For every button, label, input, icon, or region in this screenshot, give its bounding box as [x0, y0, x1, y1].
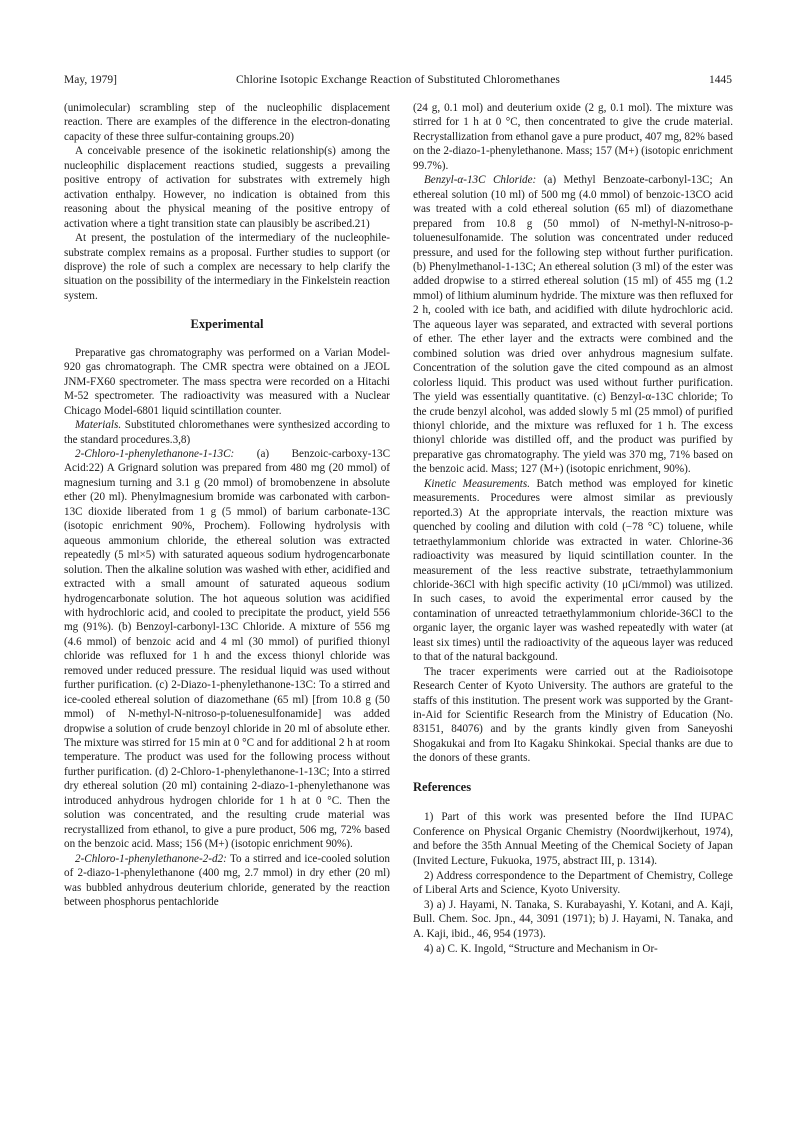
right-column — [413, 101, 733, 956]
prep-chloroketone-d2-paragraph — [64, 852, 390, 910]
header-date: May, 1979] — [64, 74, 117, 86]
benzyl-chloride-paragraph — [413, 173, 733, 477]
acknowledgment-paragraph: The tracer experiments were carried out at the Radioisotope Research Center of Kyoto University. The authors are grateful to the staffs of this institution. The present work was supported by the Grant-in-Aid for Scientific Research from the Ministry of Education (No. 83151, 84076) and by the grants kindly given from Saneyoshi Shogakukai and from Ito Kagaku Shinkokai. Special thanks are due to the donors of these grants. — [413, 665, 733, 765]
benzyl-chloride-label: Benzyl-α-13C Chloride: — [424, 174, 537, 187]
running-header — [64, 72, 732, 88]
prep-chloroketone-d2-text: To a stirred and ice-cooled solution of 2-diazo-1-phenylethanone (400 mg, 2.7 mmol) in dry ether (20 ml) was bubbled anhydrous deuterium chloride, generated by the reaction between phosphorus pentachloride — [64, 852, 390, 909]
left-column — [64, 101, 390, 909]
kinetic-text: Batch method was employed for kinetic measurements. Procedures were almost similar as previously reported.3) At the appropriate intervals, the reaction mixture was quenched by cooling and dilution with cold (−78 °C) toluene, while tetraethylammonium chloride was extracted in water. Chlorine-36 radioactivity was measured by liquid scintillation counter. In the measurement of the less reactive substrate, tetraethylammonium chloride-36Cl with high specific activity (10 μCi/mmol) was utilized. In such cases, to avoid the experimental error caused by the contamination of unreacted tetraethylammonium chloride-36Cl to the organic layer, the organic layer was washed repeatedly with water (at least six times) until the radioactivity of the aqueous layer was reduced to that of the natural backgound. — [413, 477, 733, 664]
experimental-heading: Experimental — [190, 317, 264, 332]
benzyl-chloride-text: (a) Methyl Benzoate-carbonyl-13C; An ethereal solution (10 ml) of 500 mg (4.0 mmol) of benzoic-13CO acid was treated with a cold ethereal solution (65 ml) of diazomethane prepared from 10.8 g (50 mmol) of N-methyl-N-nitroso-p-toluenesulfonamide. The solution was concentrated under reduced pressure, and used for the following step without further purification. (b) Phenylmethanol-1-13C; An ethereal solution (3 ml) of the ester was added dropwise to a stirred ethereal solution (15 ml) of 455 mg (1.2 mmol) of lithium aluminum hydride. The mixture was then refluxed for 2 h, cooled with ice bath, and acidified with dilute hydrochloric acid. The aqueous layer was separated, and extracted with several portions of ether. The ether layer and the extracts were combined and the combined solution was dried over anhydrous magnesium sulfate. Concentration of the solution gave the cited compound as an almost colorless liquid. This product was used without further purification. The yield was essentially quantitative. (c) Benzyl-α-13C chloride; To the crude benzyl alcohol, was added slowly 5 ml (25 mmol) of purified thionyl chloride, and the mixture was refluxed for 1 h. The excess thionyl chloride was distilled off, and the product was purified by preparative gas chromatography. The yield was 370 mg, 71% based on the benzoic acid. Mass; 127 (M+) (isotopic enrichment, 90%). — [413, 174, 733, 476]
instruments-paragraph: Preparative gas chromatography was performed on a Varian Model-920 gas chromatograph. The CMR spectra were obtained on a JEOL JNM-FX60 spectrometer. The mass spectra were recorded on a Hitachi M-52 spectrometer. The radioactivity was measured with a Nuclear Chicago Model-6801 liquid scintillation counter. — [64, 346, 390, 417]
prep-chloroketone-13c-text: (a) Benzoic-carboxy-13C Acid:22) A Grignard solution was prepared from 480 mg (20 mmol) of magnesium turning and 3.1 g (20 mmol) of bromobenzene in absolute ether (20 ml). Phenylmagnesium bromide was carbonated with carbon-13C dioxide liberated from 1 g (5 mmol) of barium carbonate-13C (isotopic enrichment 90%, Prochem). Following hydrolysis with aqueous ammonium chloride, the ethereal solution was extracted repeatedly (5 ml×5) with saturated aqueous sodium hydrogencarbonate solution. Then the alkaline solution was washed with ether, acidified and extracted with a small amount of saturated aqueous sodium hydrogencarbonate solution. The hot aqueous solution was acidified with hydrochloric acid, and cooled to precipitate the product, yield 556 mg (91%). (b) Benzoyl-carbonyl-13C Chloride. A mixture of 556 mg (4.6 mmol) of benzoic acid and 4 ml (30 mmol) of purified thionyl chloride was refluxed for 1 h and the excess thionyl chloride was removed under reduced pressure. The residual liquid was used without further purification. (c) 2-Diazo-1-phenylethanone-13C: To a stirred and ice-cooled ethereal solution of diazomethane (65 ml) [from 10.8 g (50 mmol) of N-methyl-N-nitroso-p-toluenesulfonamide] was added dropwise a solution of crude benzoyl chloride in 20 ml of absolute ether. The mixture was stirred for 15 min at 0 °C and for additional 2 h at room temperature. The product was used for the following process without further purification. (d) 2-Chloro-1-phenylethanone-1-13C; Into a stirred dry ethereal solution (20 ml) containing 2-diazo-1-phenylethanone was introduced anhydrous hydrogen chloride for 1 h at 0 °C. Then the solution was concentrated, and the resulting crude material was recrystallized from ethanol, to give a pure product, 506 mg, 72% based on the benzoic acid. Mass; 156 (M+) (isotopic enrichment 90%). — [64, 447, 390, 851]
materials-text: Substituted chloromethanes were synthesized according to the standard procedures.3,8) — [64, 419, 390, 446]
prep-chloroketone-d2-label: 2-Chloro-1-phenylethanone-2-d2: — [75, 852, 227, 865]
page-number: 1445 — [709, 74, 732, 86]
header-title: Chlorine Isotopic Exchange Reaction of Substituted Chloromethanes — [236, 74, 560, 86]
reference-item: 2) Address correspondence to the Department of Chemistry, College of Liberal Arts and Science, Kyoto University. — [413, 869, 733, 897]
intro-paragraph-2: A conceivable presence of the isokinetic relationship(s) among the nucleophilic displacement reactions studied, suggests a prevailing positive entropy of activation for substrates with extremely high activation enthalpy. However, no indication is obtained from this reasoning about the physical meaning of the positive entropy of activation where a tight transition state can plausibly be ascribed.21) — [64, 145, 390, 230]
references-heading: References — [413, 779, 472, 794]
reference-item: 4) a) C. K. Ingold, “Structure and Mechanism in Or- — [424, 942, 658, 955]
continued-paragraph: (24 g, 0.1 mol) and deuterium oxide (2 g, 0.1 mol). The mixture was stirred for 1 h at 0 °C, then concentrated to give the crude material. Recrystallization from ethanol gave a pure product, 407 mg, 82% based on the 2-diazo-1-phenylethanone. Mass; 157 (M+) (isotopic enrichment 99.7%). — [413, 102, 733, 172]
intro-paragraph-1: (unimolecular) scrambling step of the nucleophilic displacement reaction. There are examples of the difference in the electron-donating capacity of these three sulfur-containing groups.20) — [64, 102, 390, 143]
materials-paragraph — [64, 418, 390, 447]
prep-chloroketone-13c-label: 2-Chloro-1-phenylethanone-1-13C: — [75, 447, 235, 460]
intro-paragraph-3: At present, the postulation of the intermediary of the nucleophile-substrate complex remains as a proposal. Further studies to support (or disprove) the role of such a complex are necessary to help clarify the situation on the possibility of the intermediary in the Finkelstein reaction system. — [64, 232, 390, 302]
reference-item: 3) a) J. Hayami, N. Tanaka, S. Kurabayashi, Y. Kotani, and A. Kaji, Bull. Chem. Soc. Jpn., 44, 3091 (1971); b) J. Hayami, N. Tanaka, and A. Kaji, ibid., 46, 954 (1973). — [413, 898, 733, 941]
materials-label: Materials. — [75, 419, 122, 432]
references-list — [413, 810, 733, 956]
kinetic-paragraph — [413, 477, 733, 665]
reference-item: 1) Part of this work was presented before the IInd IUPAC Conference on Physical Organic Chemistry (Noordwijkerhout, 1974), and before the 35th Annual Meeting of the Chemical Society of Japan (Invited Lecture, Fukuoka, 1975, abstract III, p. 1314). — [413, 811, 733, 868]
kinetic-label: Kinetic Measurements. — [424, 477, 531, 490]
prep-chloroketone-13c-paragraph — [64, 447, 390, 852]
